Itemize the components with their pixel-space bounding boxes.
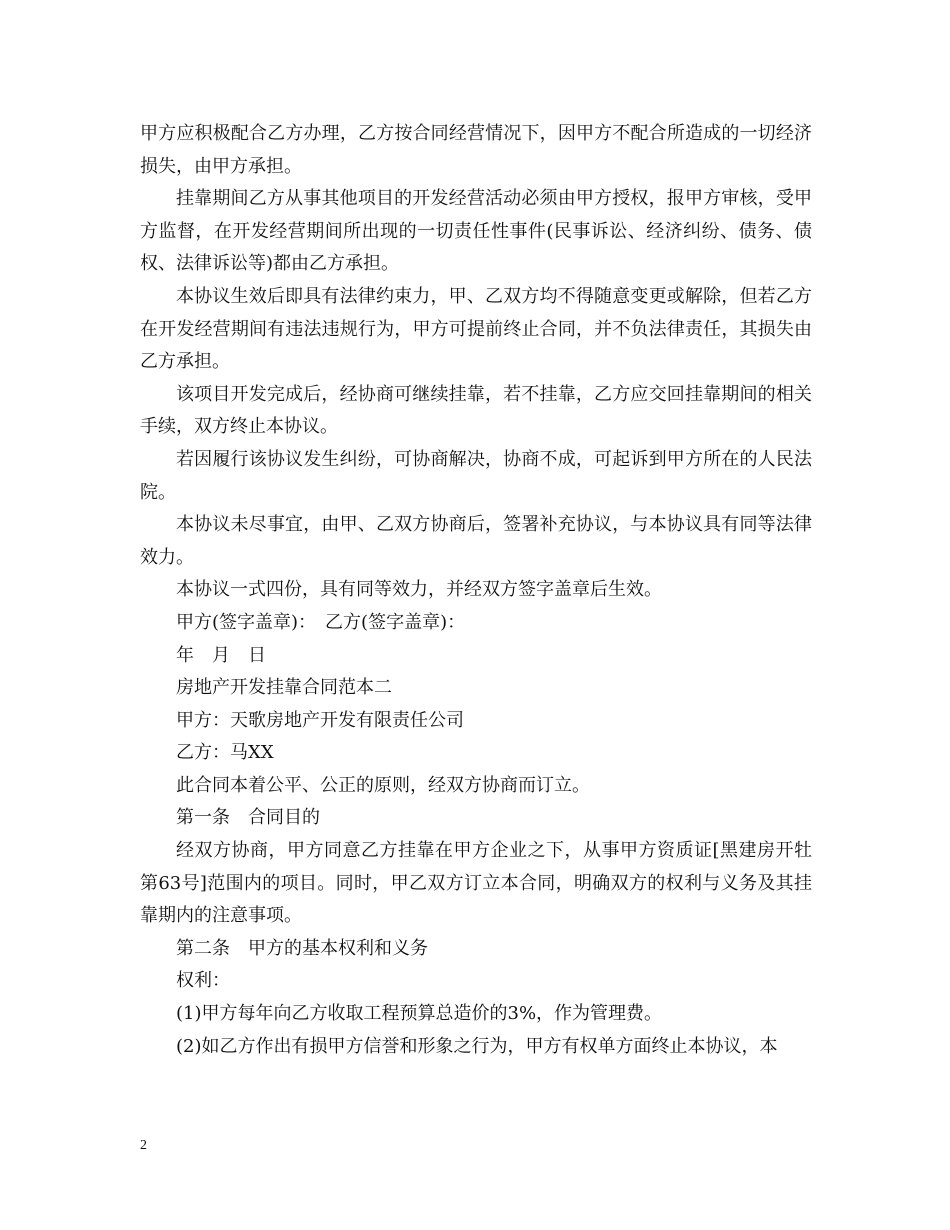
- article-heading: 第一条 合同目的: [176, 807, 320, 829]
- date-line: 年 月 日: [176, 644, 266, 666]
- document-body: [140, 118, 812, 1063]
- paragraph: 该项目开发完成后，经协商可继续挂靠，若不挂靠，乙方应交回挂靠期间的相关手续，双方终止本协议。: [140, 383, 812, 438]
- contract-title: 房地产开发挂靠合同范本二: [176, 677, 392, 699]
- party-a: 甲方：天歌房地产开发有限责任公司: [176, 709, 464, 731]
- signature-line: 甲方(签字盖章)： 乙方(签字盖章)：: [176, 611, 466, 633]
- paragraph: 若因履行该协议发生纠纷，可协商解决，协商不成，可起诉到甲方所在的人民法院。: [140, 448, 812, 503]
- paragraph-continuation: 甲方应积极配合乙方办理，乙方按合同经营情况下，因甲方不配合所造成的一切经济损失，由甲方承担。: [140, 123, 812, 177]
- list-item: (1)甲方每年向乙方收取工程预算总造价的3%，作为管理费。: [176, 1003, 663, 1025]
- paragraph: 本协议一式四份，具有同等效力，并经双方签字盖章后生效。: [176, 579, 662, 601]
- paragraph: 经双方协商，甲方同意乙方挂靠在甲方企业之下，从事甲方资质证[黑建房开牡第63号]范围内的项目。同时，甲乙双方订立本合同，明确双方的权利与义务及其挂靠期内的注意事项。: [140, 840, 812, 927]
- article-heading: 第二条 甲方的基本权利和义务: [176, 937, 428, 959]
- paragraph: 本协议未尽事宜，由甲、乙双方协商后，签署补充协议，与本协议具有同等法律效力。: [140, 514, 812, 568]
- list-item: (2)如乙方作出有损甲方信誉和形象之行为，甲方有权单方面终止本协议，本: [176, 1035, 778, 1057]
- rights-heading: 权利：: [176, 970, 230, 992]
- party-b: 乙方：马XX: [176, 742, 274, 764]
- paragraph: 本协议生效后即具有法律约束力，甲、乙双方均不得随意变更或解除，但若乙方在开发经营期间有违法违规行为，甲方可提前终止合同，并不负法律责任，其损失由乙方承担。: [140, 285, 812, 373]
- page-number: 2: [140, 1138, 147, 1153]
- paragraph: 此合同本着公平、公正的原则，经双方协商而订立。: [176, 774, 590, 796]
- paragraph: 挂靠期间乙方从事其他项目的开发经营活动必须由甲方授权，报甲方审核，受甲方监督，在开发经营期间所出现的一切责任性事件(民事诉讼、经济纠纷、债务、债权、法律诉讼等)都由乙方承担。: [140, 188, 812, 275]
